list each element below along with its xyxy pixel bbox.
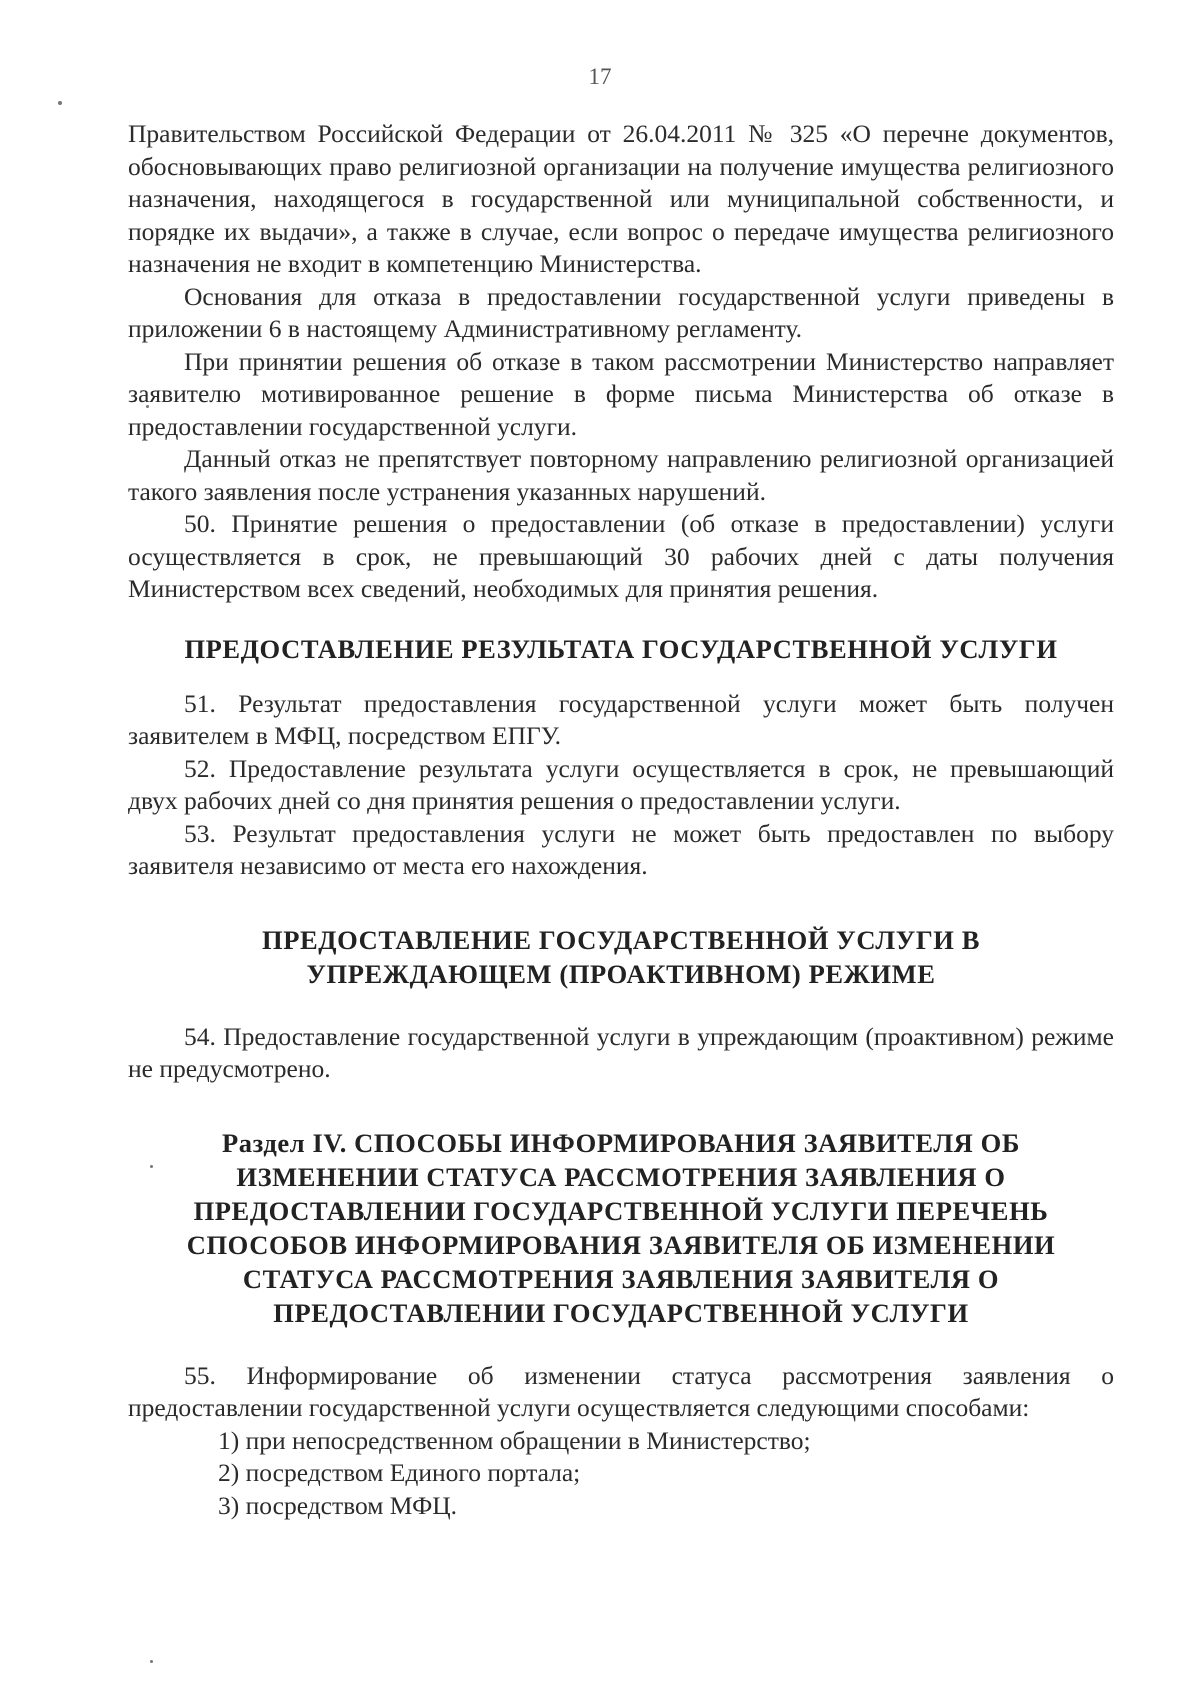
heading-proactive-mode: ПРЕДОСТАВЛЕНИЕ ГОСУДАРСТВЕННОЙ УСЛУГИ В УПРЕЖДАЮЩЕМ (ПРОАКТИВНОМ) РЕЖИМЕ [262,924,980,989]
paragraph-refusal-no-obstacle: Данный отказ не препятствует повторному направлению религиозной организацией такого заявления после устранения указанных нарушений. [128,444,1114,506]
paragraph-55: 55. Информирование об изменении статуса рассмотрения заявления о предоставлении государственной услуги осуществляется следующими способами: [128,1360,1114,1422]
heading-section-iv: Раздел IV. СПОСОБЫ ИНФОРМИРОВАНИЯ ЗАЯВИТЕЛЯ ОБ ИЗМЕНЕНИИ СТАТУСА РАССМОТРЕНИЯ ЗАЯВЛЕНИЯ О ПРЕДОСТАВЛЕНИИ ГОСУДАРСТВЕННОЙ УСЛУГИ ПЕРЕЧЕНЬ СПОСОБОВ ИНФОРМИРОВАНИЯ ЗАЯВИТЕЛЯ ОБ ИЗМЕНЕНИИ СТАТУСА РАССМОТРЕНИЯ ЗАЯВЛЕНИЯ ЗАЯВИТЕЛЯ О ПРЕДОСТАВЛЕНИИ ГОСУДАРСТВЕННОЙ УСЛУГИ [186,1127,1056,1328]
page-number: 17 [588,64,612,89]
paragraph-53: 53. Результат предоставления услуги не может быть предоставлен по выбору заявителя независимо от места его нахождения. [128,818,1114,880]
document-body [128,118,1114,1522]
list-item-mfc: 3) посредством МФЦ. [218,1490,458,1520]
paragraph-refusal-grounds: Основания для отказа в предоставлении государственной услуги приведены в приложении 6 в настоящему Административному регламенту. [128,281,1114,343]
paragraph-refusal-decision: При принятии решения об отказе в таком рассмотрении Министерство направляет заявителю мотивированное решение в форме письма Министерства об отказе в предоставлении государственной услуги. [128,346,1114,441]
paragraph-intro-continuation: Правительством Российской Федерации от 26.04.2011 № 325 «О перечне документов, обосновывающих право религиозной организации на получение имущества религиозного назначения, находящегося в государственной или муниципальной собственности, и порядке их выдачи», а также в случае, если вопрос о передаче имущества религиозного назначения не входит в компетенцию Министерства. [128,119,1114,278]
paragraph-50: 50. Принятие решения о предоставлении (об отказе в предоставлении) услуги осуществляется в срок, не превышающий 30 рабочих дней с даты получения Министерством всех сведений, необходимых для принятия решения. [128,509,1114,603]
scan-speck [58,101,62,105]
list-item-portal: 2) посредством Единого портала; [218,1458,581,1487]
paragraph-52: 52. Предоставление результата услуги осуществляется в срок, не превышающий двух рабочих дней со дня принятия решения о предоставлении услуги. [128,753,1114,815]
scan-speck [150,1660,153,1663]
paragraph-54: 54. Предоставление государственной услуги в упреждающим (проактивном) режиме не предусмотрено. [128,1021,1114,1083]
heading-result-provision: ПРЕДОСТАВЛЕНИЕ РЕЗУЛЬТАТА ГОСУДАРСТВЕННОЙ УСЛУГИ [184,633,1058,664]
list-item-ministry: 1) при непосредственном обращении в Министерство; [218,1425,811,1455]
paragraph-51: 51. Результат предоставления государственной услуги может быть получен заявителем в МФЦ, посредством ЕПГУ. [128,688,1114,750]
